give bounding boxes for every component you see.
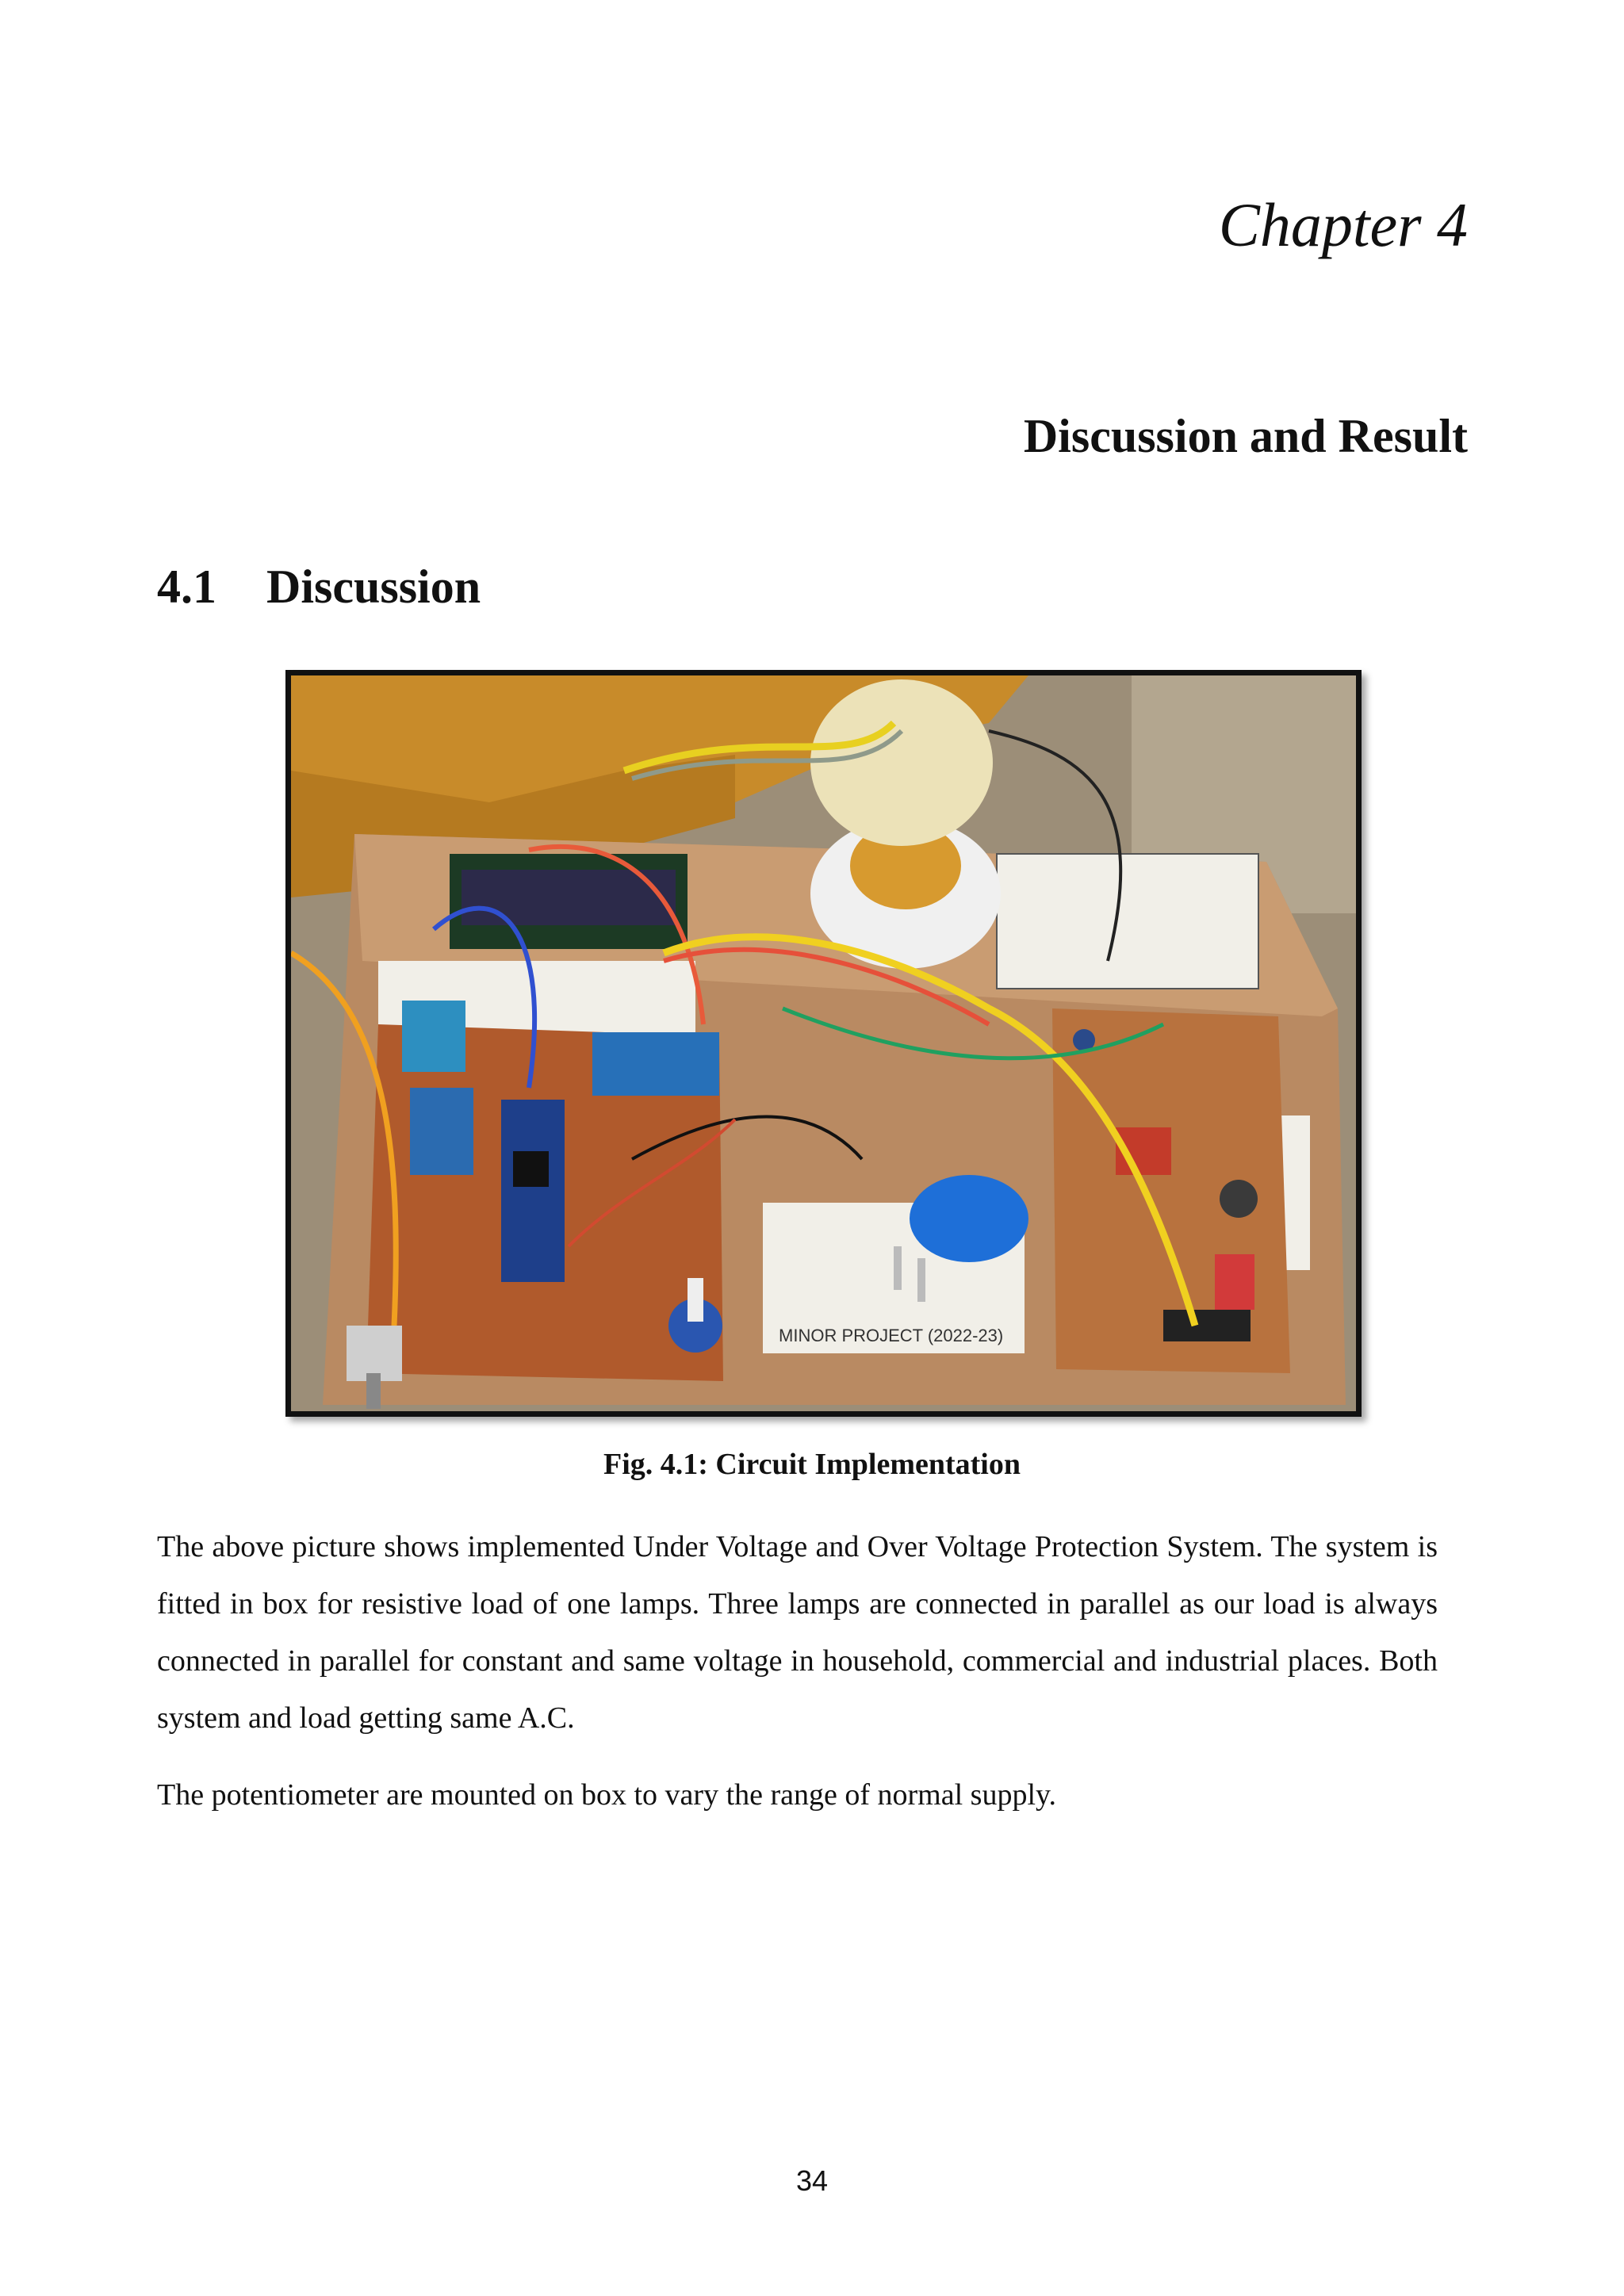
toggle-lever xyxy=(366,1373,381,1409)
section-number: 4.1 xyxy=(157,561,216,613)
body-paragraph-2: The potentiometer are mounted on box to vary the range of normal supply. xyxy=(157,1778,1057,1812)
sensor-module xyxy=(410,1088,473,1175)
capacitor xyxy=(1220,1180,1258,1218)
chapter-label: Chapter 4 xyxy=(1218,190,1468,259)
relay-blue xyxy=(402,1001,465,1072)
electric-plug xyxy=(910,1175,1028,1262)
plug-pin-right xyxy=(917,1258,925,1302)
figure-caption: Fig. 4.1: Circuit Implementation xyxy=(603,1448,1021,1481)
body-paragraph-1: The above picture shows implemented Under Voltage and Over Voltage Protection System. The system is fitted in box for resistive load of one lamps. Three lamps are connected in parallel as our load is always connected in parallel for constant and same voltage in household, commercial and industrial places. Both system and load getting same A.C. xyxy=(157,1530,1438,1735)
plug-pin-left xyxy=(894,1246,902,1290)
potentiometer-shaft xyxy=(688,1278,703,1322)
section-heading xyxy=(157,561,481,613)
arduino-nano xyxy=(501,1100,565,1282)
circuit-photo-illustration xyxy=(291,675,1356,1411)
circuit-photo xyxy=(285,670,1362,1417)
paper-label-project-text: MINOR PROJECT (2022-23) xyxy=(779,1326,1004,1345)
paper-label-names xyxy=(997,854,1258,989)
terminal-block xyxy=(1215,1254,1254,1310)
chapter-title: Discussion and Result xyxy=(1023,410,1468,462)
light-bulb xyxy=(810,679,993,846)
section-title: Discussion xyxy=(266,561,481,613)
relay-module-right xyxy=(592,1032,719,1096)
page-number: 34 xyxy=(795,2164,829,2197)
toggle-switch xyxy=(347,1326,402,1381)
connector-black xyxy=(1163,1310,1251,1341)
arduino-chip xyxy=(513,1151,549,1187)
